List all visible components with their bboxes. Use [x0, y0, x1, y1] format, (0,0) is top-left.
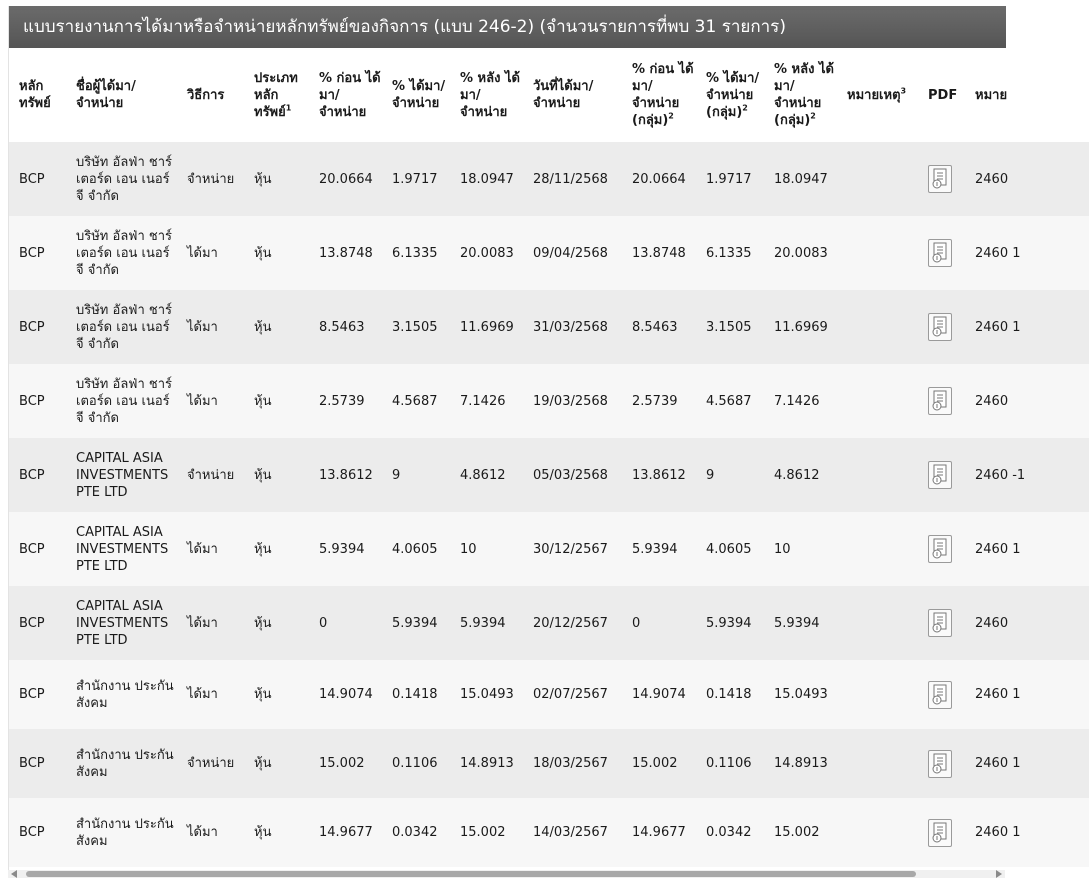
- col-pct-group-header[interactable]: [696, 48, 764, 142]
- cell-ref: 2460 1: [965, 660, 1089, 729]
- cell-after-group: 5.9394: [764, 586, 837, 660]
- cell-name: CAPITAL ASIA INVESTMENTS PTE LTD: [66, 586, 177, 660]
- cell-ref: 2460 1: [965, 216, 1089, 290]
- cell-security: BCP: [9, 438, 66, 512]
- cell-pct: 1.9717: [382, 142, 450, 216]
- scroll-right-arrow-icon[interactable]: [996, 870, 1002, 878]
- pdf-download-icon[interactable]: [928, 535, 952, 563]
- cell-before-group: 0: [622, 586, 696, 660]
- cell-after: 10: [450, 512, 523, 586]
- cell-before: 2.5739: [309, 364, 382, 438]
- cell-pct-group: 0.0342: [696, 798, 764, 867]
- cell-before-group: 13.8612: [622, 438, 696, 512]
- cell-pdf: [918, 729, 965, 798]
- cell-ref: 2460: [965, 142, 1089, 216]
- col-pct-header[interactable]: % ได้มา/ จำหน่าย: [382, 48, 450, 142]
- cell-pdf: [918, 364, 965, 438]
- cell-type: หุ้น: [244, 512, 309, 586]
- cell-pct-group: 3.1505: [696, 290, 764, 364]
- cell-remark: [837, 586, 918, 660]
- cell-before-group: 14.9677: [622, 798, 696, 867]
- table-row: [9, 798, 1089, 867]
- cell-pct: 3.1505: [382, 290, 450, 364]
- cell-pct: 0.1106: [382, 729, 450, 798]
- col-after-group-footnote: 2: [810, 111, 816, 121]
- cell-remark: [837, 364, 918, 438]
- pdf-download-icon[interactable]: [928, 461, 952, 489]
- table-row: [9, 729, 1089, 798]
- cell-before: 14.9074: [309, 660, 382, 729]
- col-type-footnote: 1: [285, 103, 292, 113]
- cell-pct-group: 4.0605: [696, 512, 764, 586]
- cell-date: 28/11/2568: [523, 142, 622, 216]
- cell-date: 05/03/2568: [523, 438, 622, 512]
- cell-method: ได้มา: [177, 798, 244, 867]
- cell-method: ได้มา: [177, 512, 244, 586]
- col-type-header[interactable]: [244, 48, 309, 142]
- cell-before: 8.5463: [309, 290, 382, 364]
- cell-after: 4.8612: [450, 438, 523, 512]
- cell-security: BCP: [9, 729, 66, 798]
- horizontal-scrollbar[interactable]: [8, 870, 1005, 878]
- cell-pct: 6.1335: [382, 216, 450, 290]
- table-row: [9, 216, 1089, 290]
- pdf-download-icon[interactable]: [928, 165, 952, 193]
- pdf-download-icon[interactable]: [928, 313, 952, 341]
- cell-name: สำนักงาน ประกันสังคม: [66, 729, 177, 798]
- cell-method: จำหน่าย: [177, 142, 244, 216]
- col-after-group-header[interactable]: [764, 48, 837, 142]
- cell-name: บริษัท อัลฟ่า ชาร์เตอร์ด เอน เนอร์จี จำกัด: [66, 364, 177, 438]
- col-before-header[interactable]: % ก่อน ได้มา/ จำหน่าย: [309, 48, 382, 142]
- cell-type: หุ้น: [244, 364, 309, 438]
- cell-pdf: [918, 142, 965, 216]
- cell-type: หุ้น: [244, 142, 309, 216]
- cell-pdf: [918, 586, 965, 660]
- cell-security: BCP: [9, 798, 66, 867]
- cell-date: 14/03/2567: [523, 798, 622, 867]
- cell-pdf: [918, 660, 965, 729]
- cell-date: 20/12/2567: [523, 586, 622, 660]
- cell-pct: 0.1418: [382, 660, 450, 729]
- table-row: [9, 586, 1089, 660]
- cell-pct-group: 1.9717: [696, 142, 764, 216]
- scroll-left-arrow-icon[interactable]: [11, 870, 17, 878]
- cell-security: BCP: [9, 586, 66, 660]
- cell-method: จำหน่าย: [177, 438, 244, 512]
- table-row: [9, 142, 1089, 216]
- cell-ref: 2460 1: [965, 729, 1089, 798]
- pdf-download-icon[interactable]: [928, 819, 952, 847]
- cell-after-group: 10: [764, 512, 837, 586]
- col-after-group-label: % หลัง ได้มา/ จำหน่าย (กลุ่ม): [774, 62, 834, 128]
- cell-pct-group: 4.5687: [696, 364, 764, 438]
- cell-after-group: 4.8612: [764, 438, 837, 512]
- cell-security: BCP: [9, 512, 66, 586]
- cell-ref: 2460: [965, 586, 1089, 660]
- col-after-header[interactable]: % หลัง ได้มา/ จำหน่าย: [450, 48, 523, 142]
- cell-method: ได้มา: [177, 290, 244, 364]
- header-row: [9, 48, 1089, 142]
- cell-after-group: 18.0947: [764, 142, 837, 216]
- cell-method: ได้มา: [177, 586, 244, 660]
- cell-after: 15.002: [450, 798, 523, 867]
- col-method-header[interactable]: วิธีการ: [177, 48, 244, 142]
- cell-after-group: 20.0083: [764, 216, 837, 290]
- col-remark-footnote: 3: [900, 86, 907, 96]
- cell-type: หุ้น: [244, 438, 309, 512]
- cell-pct: 9: [382, 438, 450, 512]
- cell-name: สำนักงาน ประกันสังคม: [66, 660, 177, 729]
- col-pdf-header[interactable]: PDF: [918, 48, 965, 142]
- cell-method: ได้มา: [177, 216, 244, 290]
- cell-remark: [837, 216, 918, 290]
- cell-before: 13.8612: [309, 438, 382, 512]
- cell-method: ได้มา: [177, 660, 244, 729]
- cell-pct: 4.5687: [382, 364, 450, 438]
- cell-date: 19/03/2568: [523, 364, 622, 438]
- cell-name: บริษัท อัลฟ่า ชาร์เตอร์ด เอน เนอร์จี จำกัด: [66, 216, 177, 290]
- cell-pdf: [918, 798, 965, 867]
- cell-after-group: 7.1426: [764, 364, 837, 438]
- pdf-download-icon[interactable]: [928, 609, 952, 637]
- cell-pct-group: 5.9394: [696, 586, 764, 660]
- cell-type: หุ้น: [244, 729, 309, 798]
- table-row: [9, 364, 1089, 438]
- cell-after: 15.0493: [450, 660, 523, 729]
- cell-remark: [837, 660, 918, 729]
- col-remark-header[interactable]: [837, 48, 918, 142]
- cell-date: 31/03/2568: [523, 290, 622, 364]
- cell-date: 09/04/2568: [523, 216, 622, 290]
- pdf-download-icon[interactable]: [928, 387, 952, 415]
- cell-ref: 2460: [965, 364, 1089, 438]
- cell-name: บริษัท อัลฟ่า ชาร์เตอร์ด เอน เนอร์จี จำกัด: [66, 290, 177, 364]
- table-row: [9, 512, 1089, 586]
- cell-after: 14.8913: [450, 729, 523, 798]
- cell-before: 13.8748: [309, 216, 382, 290]
- cell-pdf: [918, 216, 965, 290]
- cell-remark: [837, 290, 918, 364]
- cell-name: บริษัท อัลฟ่า ชาร์เตอร์ด เอน เนอร์จี จำกัด: [66, 142, 177, 216]
- cell-after: 5.9394: [450, 586, 523, 660]
- cell-pdf: [918, 512, 965, 586]
- cell-date: 02/07/2567: [523, 660, 622, 729]
- col-before-group-header[interactable]: [622, 48, 696, 142]
- cell-after: 20.0083: [450, 216, 523, 290]
- cell-before: 20.0664: [309, 142, 382, 216]
- cell-name: CAPITAL ASIA INVESTMENTS PTE LTD: [66, 438, 177, 512]
- scrollbar-thumb[interactable]: [26, 871, 916, 877]
- cell-remark: [837, 438, 918, 512]
- cell-before-group: 15.002: [622, 729, 696, 798]
- cell-method: จำหน่าย: [177, 729, 244, 798]
- cell-method: ได้มา: [177, 364, 244, 438]
- cell-security: BCP: [9, 216, 66, 290]
- cell-ref: 2460 1: [965, 290, 1089, 364]
- cell-type: หุ้น: [244, 290, 309, 364]
- cell-pct: 4.0605: [382, 512, 450, 586]
- cell-name: CAPITAL ASIA INVESTMENTS PTE LTD: [66, 512, 177, 586]
- col-pct-group-footnote: 2: [742, 103, 748, 113]
- report-panel: [8, 6, 1026, 878]
- col-security-header[interactable]: หลัก ทรัพย์: [9, 48, 66, 142]
- cell-remark: [837, 798, 918, 867]
- report-title: แบบรายงานการได้มาหรือจำหน่ายหลักทรัพย์ของกิจการ (แบบ 246-2) (จำนวนรายการที่พบ 31 รายการ): [9, 6, 1006, 48]
- cell-before-group: 14.9074: [622, 660, 696, 729]
- cell-name: สำนักงาน ประกันสังคม: [66, 798, 177, 867]
- cell-after: 7.1426: [450, 364, 523, 438]
- col-remark-label: หมายเหตุ: [847, 87, 901, 103]
- cell-before-group: 2.5739: [622, 364, 696, 438]
- cell-security: BCP: [9, 142, 66, 216]
- cell-before: 0: [309, 586, 382, 660]
- cell-ref: 2460 1: [965, 512, 1089, 586]
- pdf-download-icon[interactable]: [928, 239, 952, 267]
- cell-type: หุ้น: [244, 216, 309, 290]
- cell-pct-group: 0.1106: [696, 729, 764, 798]
- cell-security: BCP: [9, 364, 66, 438]
- cell-type: หุ้น: [244, 798, 309, 867]
- cell-remark: [837, 729, 918, 798]
- table-row: [9, 660, 1089, 729]
- cell-after-group: 15.002: [764, 798, 837, 867]
- table-row: [9, 438, 1089, 512]
- col-ref-header[interactable]: หมาย: [965, 48, 1089, 142]
- cell-ref: 2460 1: [965, 798, 1089, 867]
- cell-date: 18/03/2567: [523, 729, 622, 798]
- pdf-download-icon[interactable]: [928, 750, 952, 778]
- cell-security: BCP: [9, 290, 66, 364]
- cell-pdf: [918, 290, 965, 364]
- cell-before: 15.002: [309, 729, 382, 798]
- cell-before-group: 5.9394: [622, 512, 696, 586]
- col-name-header[interactable]: ชื่อผู้ได้มา/ จำหน่าย: [66, 48, 177, 142]
- col-date-header[interactable]: วันที่ได้มา/ จำหน่าย: [523, 48, 622, 142]
- cell-after-group: 15.0493: [764, 660, 837, 729]
- pdf-download-icon[interactable]: [928, 681, 952, 709]
- cell-pct-group: 6.1335: [696, 216, 764, 290]
- col-before-group-label: % ก่อน ได้มา/ จำหน่าย (กลุ่ม): [632, 62, 694, 128]
- cell-pdf: [918, 438, 965, 512]
- cell-ref: 2460 -1: [965, 438, 1089, 512]
- cell-after: 11.6969: [450, 290, 523, 364]
- cell-security: BCP: [9, 660, 66, 729]
- cell-type: หุ้น: [244, 660, 309, 729]
- col-before-group-footnote: 2: [668, 111, 674, 121]
- cell-pct: 5.9394: [382, 586, 450, 660]
- col-pct-group-label: % ได้มา/ จำหน่าย (กลุ่ม): [706, 70, 760, 120]
- cell-after-group: 14.8913: [764, 729, 837, 798]
- col-type-label: ประเภท หลัก ทรัพย์: [254, 70, 298, 120]
- cell-after-group: 11.6969: [764, 290, 837, 364]
- cell-pct-group: 0.1418: [696, 660, 764, 729]
- cell-pct: 0.0342: [382, 798, 450, 867]
- cell-remark: [837, 142, 918, 216]
- cell-before-group: 20.0664: [622, 142, 696, 216]
- cell-remark: [837, 512, 918, 586]
- table-row: [9, 290, 1089, 364]
- cell-before: 5.9394: [309, 512, 382, 586]
- cell-date: 30/12/2567: [523, 512, 622, 586]
- cell-type: หุ้น: [244, 586, 309, 660]
- transactions-table: [9, 48, 1089, 867]
- cell-pct-group: 9: [696, 438, 764, 512]
- cell-before-group: 8.5463: [622, 290, 696, 364]
- cell-after: 18.0947: [450, 142, 523, 216]
- cell-before: 14.9677: [309, 798, 382, 867]
- cell-before-group: 13.8748: [622, 216, 696, 290]
